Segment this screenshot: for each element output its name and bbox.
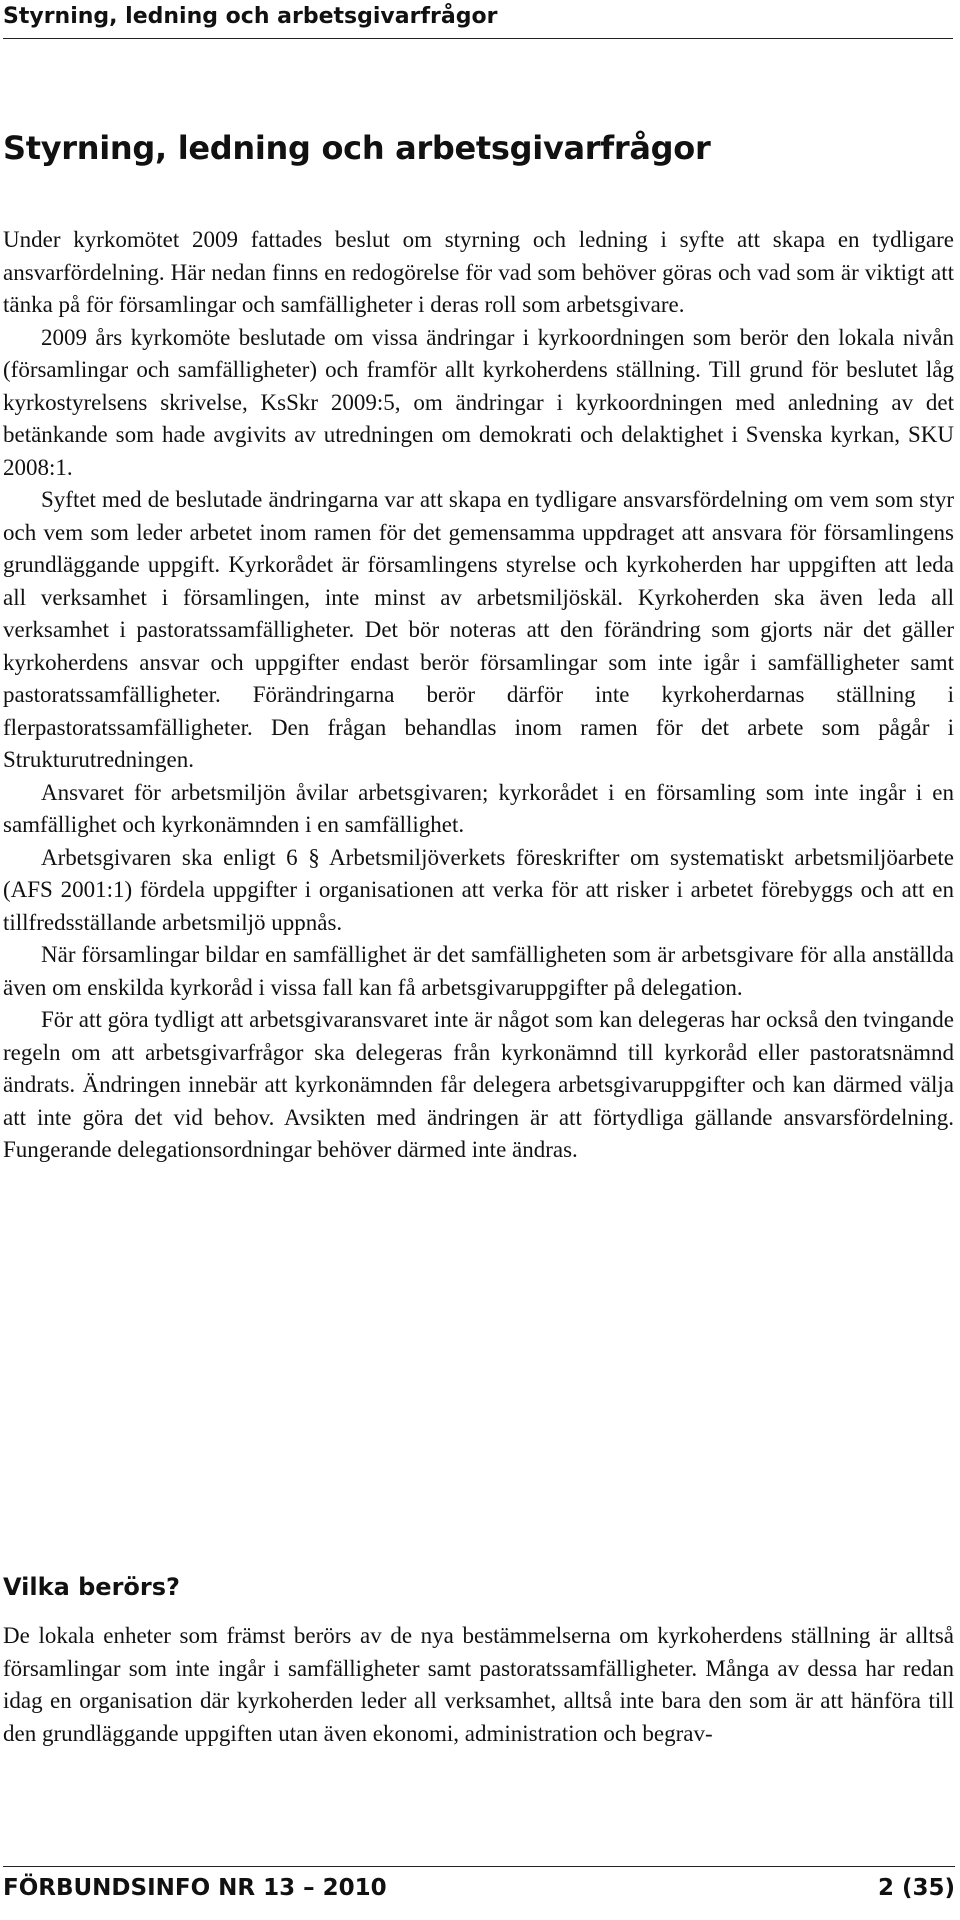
paragraph: 2009 års kyrkomöte beslutade om vissa ändringar i kyrkoordningen som berör den lokala nivån (församlingar och samfälligheter) och framför allt kyrkoherdens ställning. Till grund för beslutet låg kyrkostyrelsens skrivelse, KsSkr 2009:5, om ändringar i kyrkoordningen med anledning av det betänkande som hade avgivits av utredningen om demokrati och delaktighet i Svenska kyrkan, SKU 2008:1.	[3, 324, 954, 480]
paragraph-intro: Under kyrkomötet 2009 fattades beslut om styrning och ledning i syfte att skapa en tydligare ansvarfördelning. Här nedan finns en redogörelse för vad som behöver göras och vad som är viktigt att tänka på för församlingar och samfälligheter i deras roll som arbetsgivare.	[3, 227, 954, 317]
paragraph: När församlingar bildar en samfällighet är det samfälligheten som är arbetsgivare för alla anställda även om enskilda kyrkoråd i vissa fall kan få arbetsgivaruppgifter på delegation.	[3, 942, 954, 1000]
section-heading: Vilka berörs?	[3, 1573, 180, 1601]
paragraph: Ansvaret för arbetsmiljön åvilar arbetsgivaren; kyrkorådet i en församling som inte ingår i en samfällighet och kyrkonämnden i en samfällighet.	[3, 779, 954, 837]
article-body	[3, 224, 954, 1167]
paragraph: För att göra tydligt att arbetsgivaransvaret inte är något som kan delegeras har också den tvingande regeln om att arbetsgivarfrågor ska delegeras från kyrkonämnd till kyrkoråd eller pastoratsnämnd ändrats. Ändringen innebär att kyrkonämnden får delegera arbetsgivaruppgifter och kan därmed välja att inte göra det vid behov. Avsikten med ändringen är att förtydliga gällande ansvarsfördelning. Fungerande delegationsordningar behöver därmed inte ändras.	[3, 1007, 954, 1162]
article-title: Styrning, ledning och arbetsgivarfrågor	[3, 129, 711, 167]
running-header: Styrning, ledning och arbetsgivarfrågor	[3, 2, 953, 39]
section-body	[3, 1620, 954, 1750]
publication-name: FÖRBUNDSINFO NR 13 – 2010	[3, 1875, 387, 1901]
paragraph: Syftet med de beslutade ändringarna var att skapa en tydligare ansvarsfördelning om vem som styr och vem som leder arbetet inom ramen för det gemensamma uppdraget att ansvara för församlingens grundläggande uppgift. Kyrkorådet är församlingens styrelse och kyrkoherden har uppgiften att leda all verksamhet i församlingen, inte minst av arbetsmiljöskäl. Kyrkoherden ska även leda all verksamhet i pastoratssamfälligheter. Det bör noteras att den förändring som gjorts när det gäller kyrkoherdens ansvar och uppgifter endast berör församlingar som inte igår i samfälligheter samt pastoratssamfälligheter. Förändringarna berör därför inte kyrkoherdarnas ställning i flerpastoratssamfälligheter. Den frågan behandlas inom ramen för det arbete som pågår i Strukturutredningen.	[3, 487, 954, 772]
paragraph: De lokala enheter som främst berörs av de nya bestämmelserna om kyrkoherdens ställning är alltså församlingar som inte ingår i samfälligheter samt pastoratssamfälligheter. Många av dessa har redan idag en organisation där kyrkoherden leder all verksamhet, alltså inte bara den som är att hänföra till den grundläggande uppgiften utan även ekonomi, administration och begrav-	[3, 1623, 954, 1746]
page-number: 2 (35)	[877, 1875, 955, 1901]
paragraph: Arbetsgivaren ska enligt 6 § Arbetsmiljöverkets föreskrifter om systematiskt arbetsmiljöarbete (AFS 2001:1) fördela uppgifter i organisationen att verka för att risker i arbetet förebyggs och att en tillfredsställande arbetsmiljö uppnås.	[3, 844, 954, 935]
page-footer	[3, 1866, 955, 1905]
